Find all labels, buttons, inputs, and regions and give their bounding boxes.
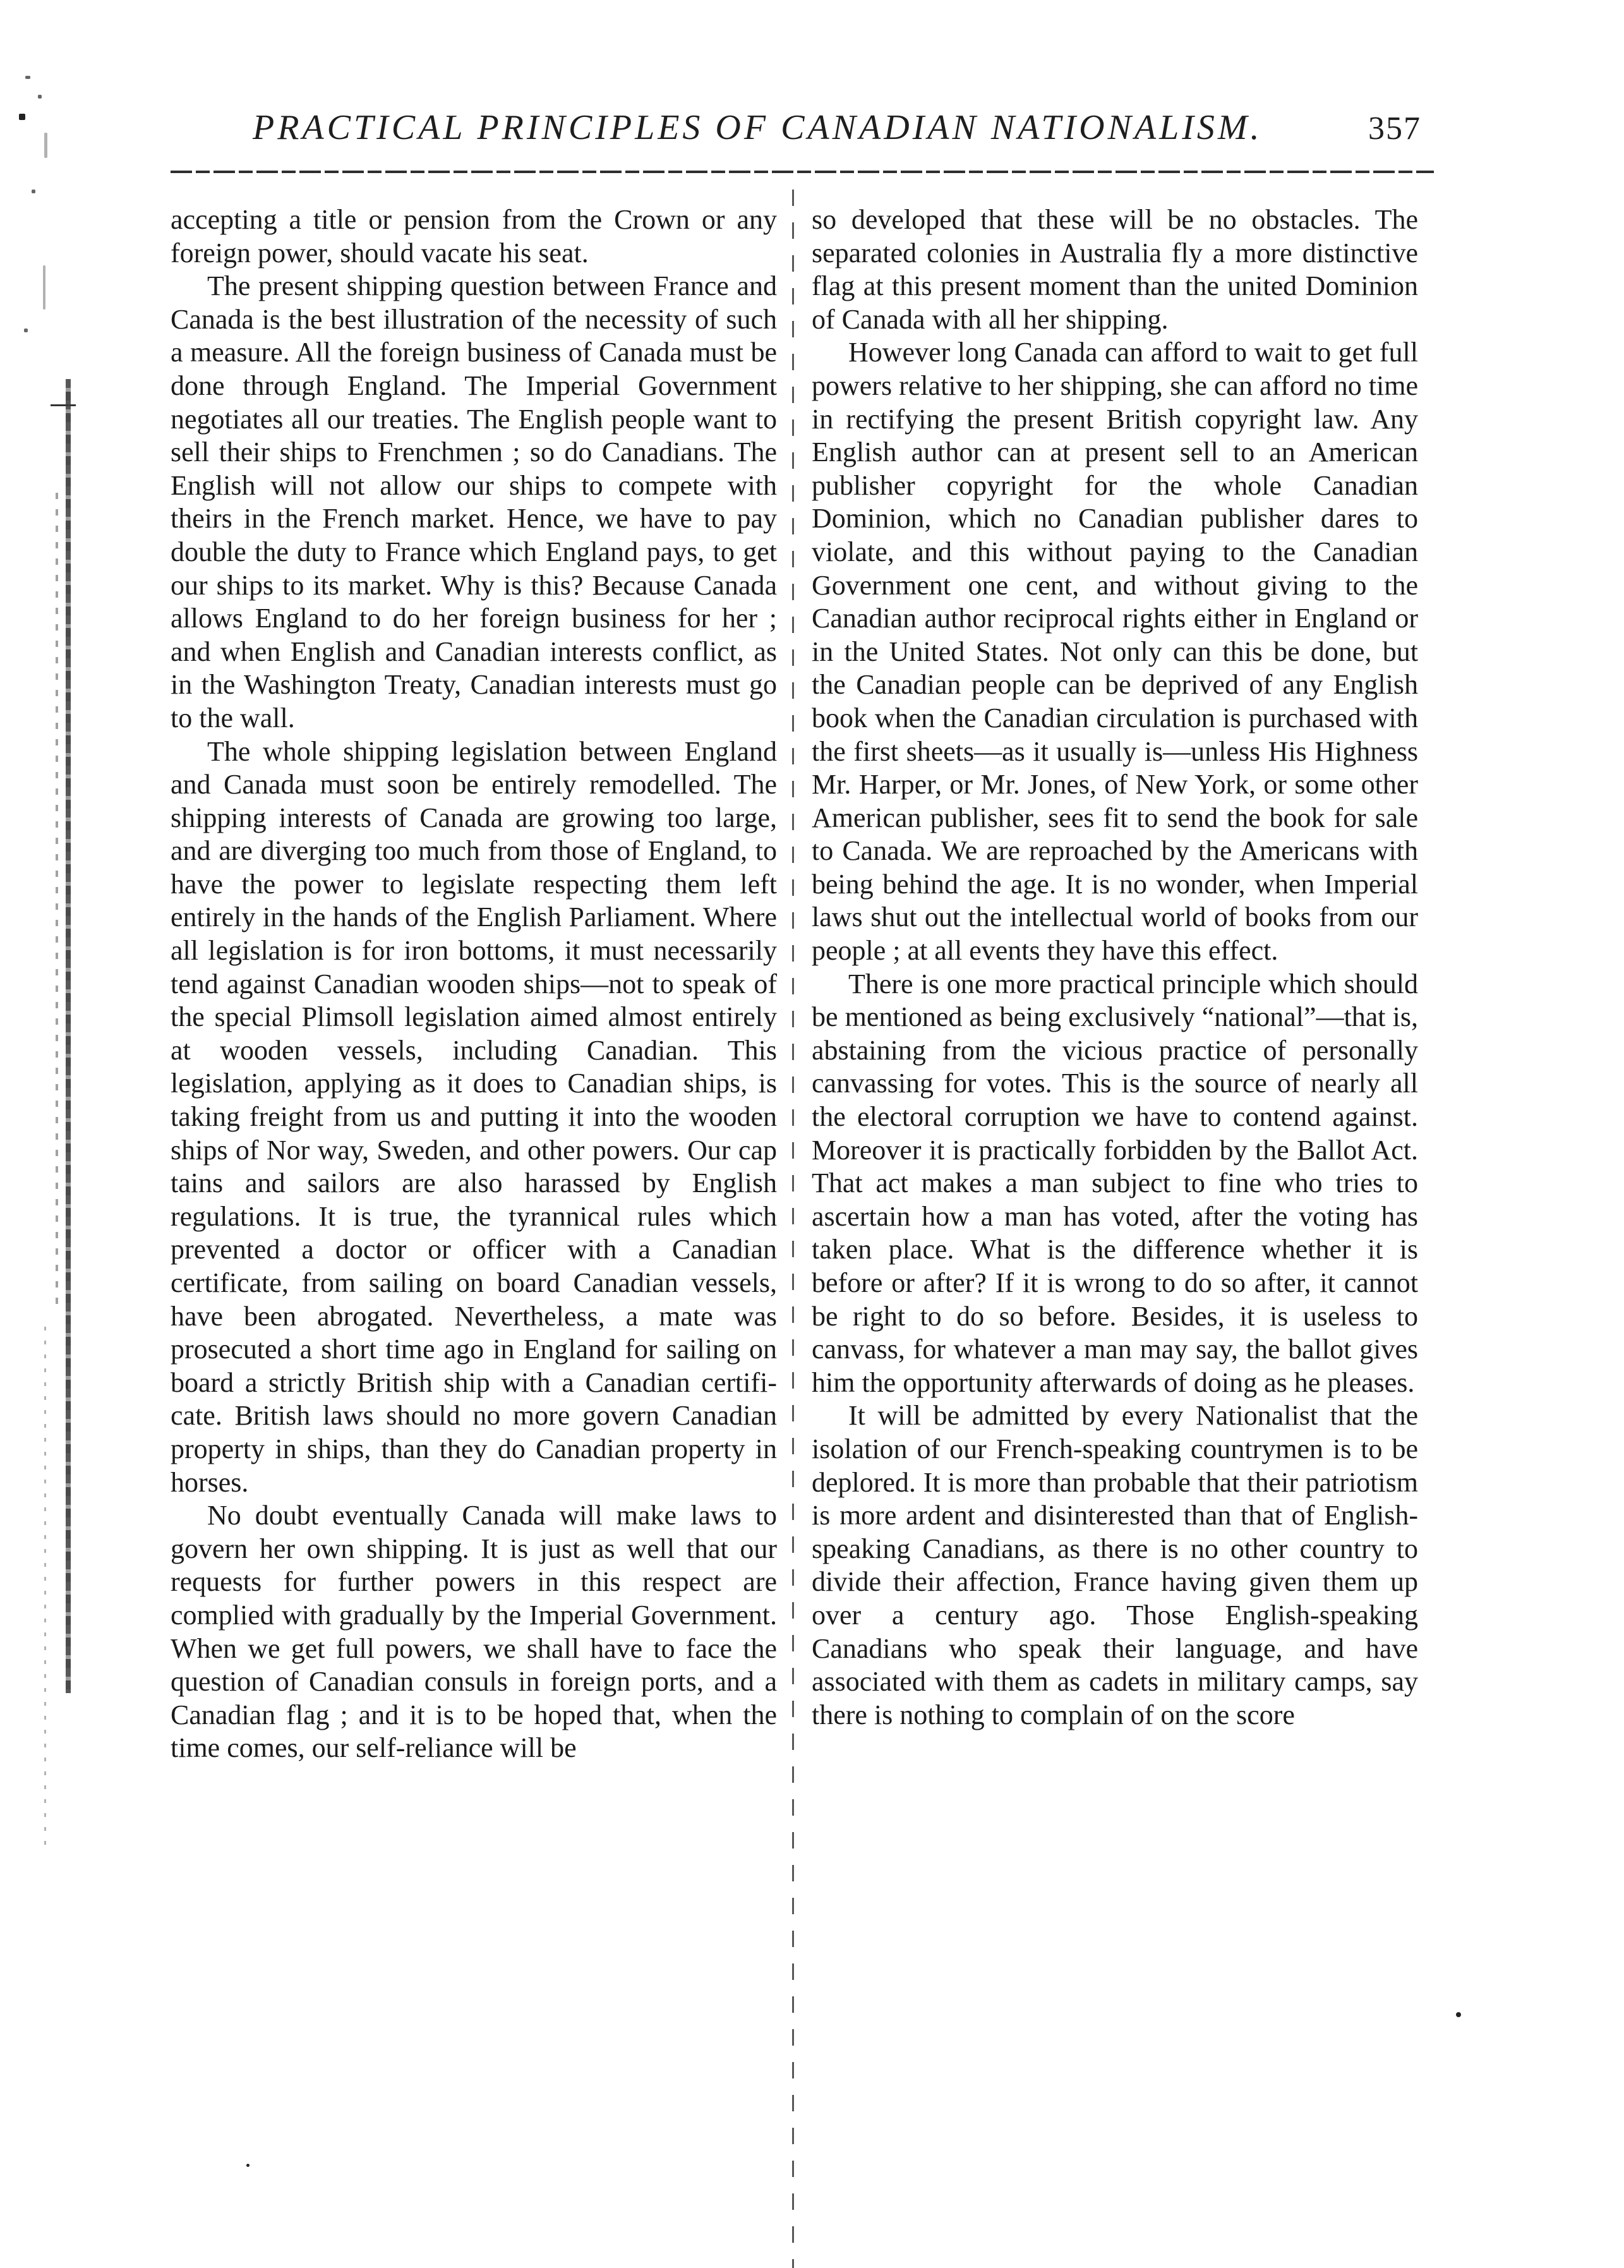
right-column [812, 203, 1418, 1732]
stray-ink-dot [246, 2164, 250, 2167]
header-rule [171, 171, 1434, 173]
paragraph: However long Canada can afford to wait to get full powers relative to her shipping, she can afford no time in rectifying the present British copyright law. Any English author can at present sell to an American publisher copyright for the whole Canadian Dominion, which no Canadian publisher dares to violate, and this without paying to the Canadian Government one cent, and without giving to the Canadian author reciprocal rights either in England or in the United States. Not only can this be done, but the Canadian people can be deprived of any English book when the Canadian circulation is purchased with the first sheets—as it usually is—unless His Highness Mr. Harper, or Mr. Jones, of New York, or some other American publisher, sees fit to send the book for sale to Canada. We are reproached by the Americans with being behind the age. It is no wonder, when Imperial laws shut out the intellectual world of books from our people ; at all events they have this effect. [812, 337, 1418, 967]
running-head [171, 101, 1434, 152]
left-column [171, 203, 777, 1765]
paragraph: No doubt eventually Canada will make laws to govern her own shipping. It is just as well that our requests for further powers in this respect are complied with gradually by the Imperial Government. When we get full powers, we shall have to face the question of Canadian consuls in foreign ports, and a Canadian flag ; and it is to be hoped that, when the time comes, our self-reliance will be [171, 1500, 777, 1764]
paragraph: The whole shipping legislation between England and Canada must soon be entirely remodelled. The shipping interests of Canada are growing too large, and are diverging too much from those of England, to have the power to legislate respecting them left entirely in the hands of the English Parliament. Where all legislation is for iron bottoms, it must necessarily tend against Canadian wooden ships—not to speak of the special Plimsoll legislation aimed almost entirely at wooden vessels, including Canadian. This legislation, applying as it does to Canadian ships, is taking freight from us and putting it into the wooden ships of Nor way, Sweden, and other powers. Our cap tains and sailors are also harassed by English regulations. It is true, the tyrannical rules which prevented a doctor or officer with a Canadian certificate, from sailing on board Canadian vessels, have been abrogated. Nevertheless, a mate was prosecuted a short time ago in England for sailing on board a strictly British ship with a Canadian certificate. British laws should no more govern Canadian property in ships, than they do Canadian property in horses. [171, 735, 777, 1498]
stray-ink-dot [1456, 2012, 1461, 2017]
running-title: PRACTICAL PRINCIPLES OF CANADIAN NATIONALISM. [253, 108, 1263, 147]
paragraph: accepting a title or pension from the Crown or any foreign power, should vacate his seat. [171, 204, 777, 268]
margin-artifacts [19, 76, 69, 341]
paragraph: There is one more practical principle which should be mentioned as being exclusively “national”—that is, abstaining from the vicious practice of personally canvassing for votes. This is the source of nearly all the electoral corruption we have to contend against. Moreover it is practically forbidden by the Ballot Act. That act makes a man subject to fine who tries to ascertain how a man has voted, after the voting has taken place. What is the difference whether it is before or after? If it is wrong to do so after, it cannot be right to do so before. Besides, it is useless to canvass, for whatever a man may say, the ballot gives him the opportunity afterwards of doing as he pleases. [812, 968, 1418, 1398]
paragraph: so developed that these will be no obstacles. The separated colonies in Australia fly a more distinctive flag at this present moment than the united Dominion of Canada with all her shipping. [812, 204, 1418, 335]
page-number: 357 [1368, 111, 1421, 147]
binding-gutter-artifacts [38, 379, 82, 1832]
column-divider [792, 190, 794, 2268]
paragraph: The present shipping question between France and Canada is the best illustration of the necessity of such a measure. All the foreign business of Canada must be done through England. The Imperial Government negotiates all our treaties. The English people want to sell their ships to Frenchmen ; so do Canadians. The English will not allow our ships to compete with theirs in the French market. Hence, we have to pay double the duty to France which England pays, to get our ships to its market. Why is this? Because Canada allows England to do her foreign business for her ; and when English and Canadian interests conflict, as in the Washington Treaty, Canadian interests must go to the wall. [171, 270, 777, 733]
paragraph: It will be admitted by every Nationalist that the isolation of our French-speaking countrymen is to be deplored. It is more than probable that their patriotism is more ardent and disinterested than that of English-speaking Canadians, as there is no other country to divide their affection, France having given them up over a century ago. Those English-speaking Canadians who speak their language, and have associated with them as cadets in military camps, say there is nothing to complain of on the score [812, 1400, 1418, 1730]
